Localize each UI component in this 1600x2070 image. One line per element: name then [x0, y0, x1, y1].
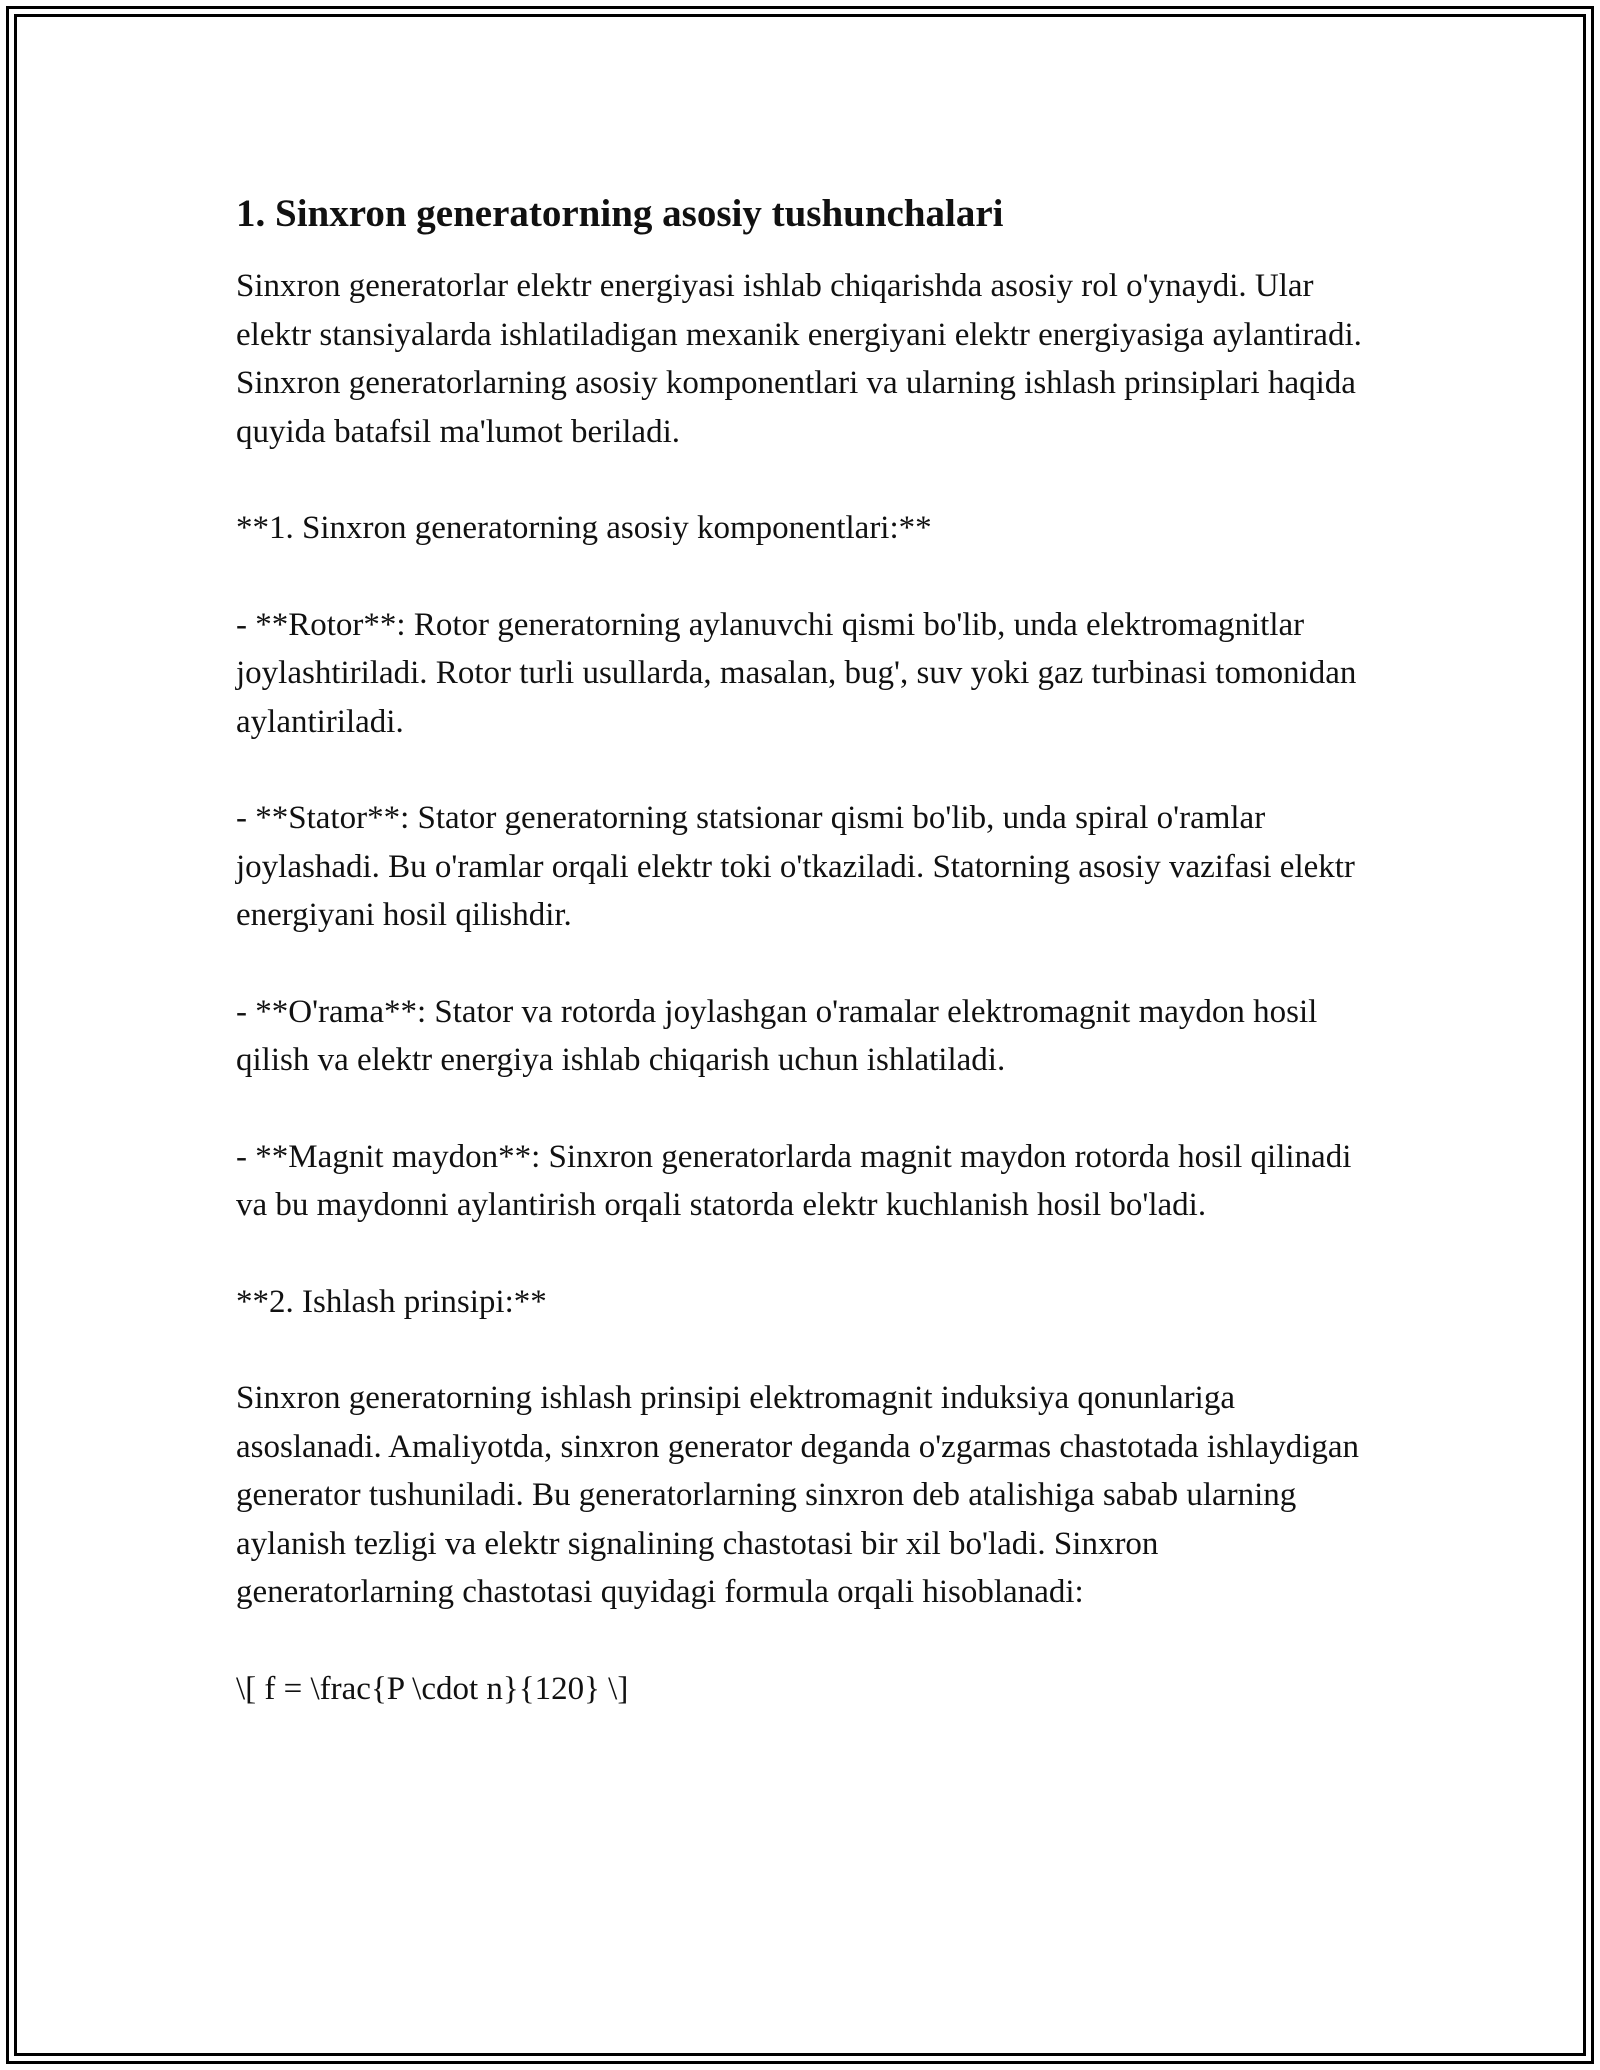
stator-item: - **Stator**: Stator generatorning statsionar qismi bo'lib, unda spiral o'ramlar joylashadi. Bu o'ramlar orqali elektr toki o'tkaziladi. Statorning asosiy vazifasi elektr energiyani hosil qilishdir. [236, 800, 1355, 933]
intro-paragraph: Sinxron generatorlar elektr energiyasi ishlab chiqarishda asosiy rol o'ynaydi. Ular elektr stansiyalarda ishlatiladigan mexanik energiyani elektr energiyasiga aylantiradi. Sinxron generatorlarning asosiy komponentlari va ularning ishlash prinsiplari haqida quyida batafsil ma'lumot beriladi. [236, 268, 1362, 450]
frequency-formula: \[ f = \frac{P \cdot n}{120} \] [236, 1670, 629, 1707]
document-body [236, 188, 1366, 1761]
magnetic-field-item: - **Magnit maydon**: Sinxron generatorlarda magnit maydon rotorda hosil qilinadi va bu maydonni aylantirish orqali statorda elektr kuchlanish hosil bo'ladi. [236, 1138, 1352, 1223]
rotor-item: - **Rotor**: Rotor generatorning aylanuvchi qismi bo'lib, unda elektromagnitlar joylashtiriladi. Rotor turli usullarda, masalan, bug', suv yoki gaz turbinasi tomonidan aylantiriladi. [236, 606, 1357, 740]
principle-subheading: **2. Ishlash prinsipi:** [236, 1283, 547, 1320]
components-subheading: **1. Sinxron generatorning asosiy komponentlari:** [236, 510, 932, 546]
winding-item: - **O'rama**: Stator va rotorda joylashgan o'ramalar elektromagnit maydon hosil qilish va elektr energiya ishlab chiqarish uchun ishlatiladi. [236, 993, 1318, 1078]
section-heading: 1. Sinxron generatorning asosiy tushunchalari [236, 192, 1004, 235]
principle-paragraph: Sinxron generatorning ishlash prinsipi elektromagnit induksiya qonunlariga asoslanadi. Amaliyotda, sinxron generator deganda o'zgarmas chastotada ishlaydigan generator tushuniladi. Bu generatorlarning sinxron deb atalishiga sabab ularning aylanish tezligi va elektr signalining chastotasi bir xil bo'ladi. Sinxron generatorlarning chastotasi quyidagi formula orqali hisoblanadi: [236, 1380, 1360, 1610]
